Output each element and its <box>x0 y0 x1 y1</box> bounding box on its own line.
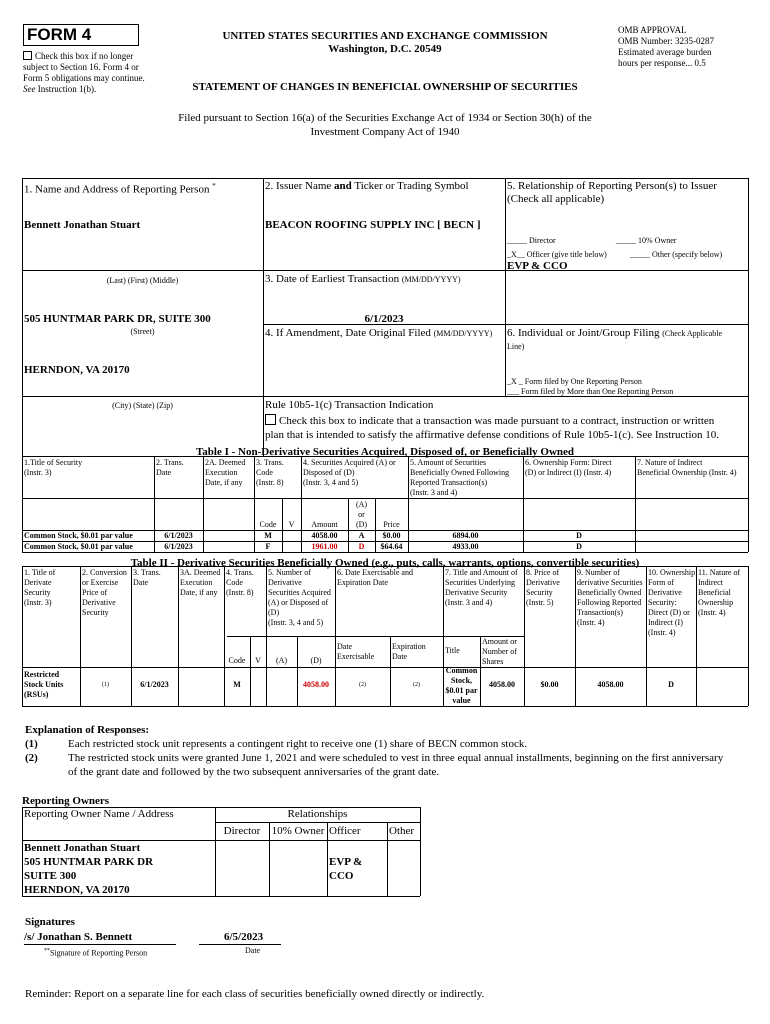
t2-sub-title: Title <box>445 646 460 655</box>
no-longer-subject-checkbox[interactable] <box>23 51 32 60</box>
reporting-person-street: 505 HUNTMAR PARK DR, SUITE 300 <box>24 313 211 325</box>
owner-officer-title: EVP & CCO <box>329 856 363 882</box>
table-row: Common Stock, $0.01 par value 6/1/2023 M 4058.00 A $0.00 6894.00 D <box>24 531 582 540</box>
col-relationships: Relationships <box>287 808 348 820</box>
form-title: FORM 4 <box>27 25 92 44</box>
col-owner-name: Reporting Owner Name / Address <box>24 808 174 820</box>
rule-10b5-text: Check this box to indicate that a transaction was made pursuant to a contract, instruction or written plan that is intended to satisfy the affirmative defense conditions of Rule 10b5-1(c). See Instruction 10. <box>265 415 720 441</box>
t1-sub-price: Price <box>383 520 400 529</box>
agency-line1: UNITED STATES SECURITIES AND EXCHANGE COMMISSION <box>222 30 548 42</box>
other-option: _____ Other (specify below) <box>630 250 723 259</box>
t2-h7: 7. Title and Amount of Securities Underlying Derivative Security (Instr. 3 and 4) <box>445 568 518 607</box>
t1-h2a: 2A. Deemed Execution Date, if any <box>205 458 246 487</box>
filing-option-one: _X _ Form filed by One Reporting Person <box>507 377 642 386</box>
filed-pursuant-line2: Investment Company Act of 1940 <box>310 126 460 138</box>
t2-h8: 8. Price of Derivative Security (Instr. 5) <box>526 568 560 607</box>
t2-sub-exp: Expiration Date <box>392 642 426 661</box>
no-longer-subject-checkbox-block: Check this box if no longer subject to Section 16. Form 4 or Form 5 obligations may continue. See Instruction 1(b). <box>23 51 145 94</box>
reporting-person-name: Bennett Jonathan Stuart <box>24 219 141 231</box>
street-caption: (Street) <box>130 327 155 336</box>
city-caption: (City) (State) (Zip) <box>112 401 173 410</box>
t2-h11: 11. Nature of Indirect Beneficial Ownership (Instr. 4) <box>698 568 741 617</box>
t2-sub-amt: Amount or Number of Shares <box>482 637 517 666</box>
issuer-name: BEACON ROOFING SUPPLY INC [ BECN ] <box>265 219 481 231</box>
date-caption: Date <box>245 946 261 955</box>
t2-h2: 2. Conversion or Exercise Price of Derivative Security <box>82 568 127 617</box>
box6-label: 6. Individual or Joint/Group Filing (Check Applicable Line) <box>507 327 722 351</box>
col-officer: Officer <box>329 825 361 837</box>
t2-sub-date-ex: Date Exercisable <box>337 642 375 661</box>
signatures-title: Signatures <box>25 916 75 928</box>
signature-caption: **Signature of Reporting Person <box>44 948 148 958</box>
t2-sub-v: V <box>255 656 261 665</box>
agency-line2: Washington, D.C. 20549 <box>328 43 442 55</box>
t2-h3a: 3A. Deemed Execution Date, if any <box>180 568 221 597</box>
t1-sub-aord: (A) or (D) <box>355 500 368 529</box>
t1-sub-v: V <box>288 520 295 529</box>
explanation-title: Explanation of Responses: <box>25 724 150 736</box>
table-row: Restricted Stock Units (RSUs) (1) 6/1/2023 M 4058.00 (2) (2) Common Stock, $0.01 par value 4058.00 $0.00 4058.00 D <box>24 666 674 705</box>
box5-label: 5. Relationship of Reporting Person(s) to Issuer (Check all applicable) <box>507 180 717 205</box>
director-option: _____ Director <box>507 236 556 245</box>
t1-sub-amount: Amount <box>311 520 338 529</box>
officer-title: EVP & CCO <box>507 260 568 272</box>
t1-h2: 2. Trans. Date <box>156 458 184 477</box>
name-caption: (Last) (First) (Middle) <box>106 276 179 285</box>
form-title-box <box>23 24 139 46</box>
col-ten-owner: 10% Owner <box>271 825 325 837</box>
t2-h10: 10. Ownership Form of Derivative Security: Direct (D) or Indirect (I) (Instr. 4) <box>648 568 696 637</box>
t2-h1: 1. Title of Derivate Security (Instr. 3) <box>24 568 56 607</box>
officer-option: _X__ Officer (give title below) <box>507 250 607 259</box>
t2-h6: 6. Date Exercisable and Expiration Date <box>337 568 413 587</box>
t2-sub-d: (D) <box>310 656 322 665</box>
signature-date: 6/5/2023 <box>224 931 264 943</box>
box4-label: 4. If Amendment, Date Original Filed (MM/DD/YYYY) <box>265 327 493 339</box>
box1-label: 1. Name and Address of Reporting Person * <box>24 182 216 196</box>
omb-approval: OMB APPROVAL OMB Number: 3235-0287 Estimated average burden hours per response... 0.5 <box>618 25 714 68</box>
col-director: Director <box>223 825 261 837</box>
rule-10b5-checkbox[interactable] <box>265 414 276 425</box>
signature-line <box>24 944 176 945</box>
signature-value: /s/ Jonathan S. Bennett <box>24 931 133 943</box>
filed-pursuant-line1: Filed pursuant to Section 16(a) of the Securities Exchange Act of 1934 or Section 30(h) of the <box>178 112 592 124</box>
ten-percent-owner-option: _____ 10% Owner <box>616 236 677 245</box>
box2-label: 2. Issuer Name and Ticker or Trading Symbol <box>265 180 469 192</box>
box3-label: 3. Date of Earliest Transaction (MM/DD/YYYY) <box>265 273 461 285</box>
t1-h5: 5. Amount of Securities Beneficially Owned Following Reported Transaction(s) (Instr. 3 and 4) <box>410 458 510 497</box>
t2-h3: 3. Trans. Date <box>133 568 161 587</box>
statement-title: STATEMENT OF CHANGES IN BENEFICIAL OWNERSHIP OF SECURITIES <box>192 81 578 93</box>
filing-option-more: ___ Form filed by More than One Reporting Person <box>507 387 674 396</box>
t1-h4: 4. Securities Acquired (A) or Disposed of (D) (Instr. 3, 4 and 5) <box>303 458 396 487</box>
t1-h6: 6. Ownership Form: Direct (D) or Indirect (I) (Instr. 4) <box>525 458 612 477</box>
t2-h4: 4. Trans. Code (Instr. 8) <box>226 568 254 597</box>
table1-title: Table I - Non-Derivative Securities Acquired, Disposed of, or Beneficially Owned <box>195 446 575 458</box>
t2-h9: 9. Number of derivative Securities Beneficially Owned Following Reported Transaction(s) (Instr. 4) <box>577 568 643 627</box>
t1-h7: 7. Nature of Indirect Beneficial Ownership (Instr. 4) <box>637 458 737 477</box>
table2-title: Table II - Derivative Securities Beneficially Owned (e.g., puts, calls, warrants, options, convertible securities) <box>130 557 640 569</box>
reminder-text: Reminder: Report on a separate line for each class of securities beneficially owned directly or indirectly. <box>25 988 485 1000</box>
reporting-owners-title: Reporting Owners <box>22 795 110 807</box>
col-other: Other <box>389 825 415 837</box>
table-row: Common Stock, $0.01 par value 6/1/2023 F 1961.00 D $64.64 4933.00 D <box>24 542 582 551</box>
t2-sub-code: Code <box>228 656 246 665</box>
t2-h5: 5. Number of Derivative Securities Acquired (A) or Disposed of (D) (Instr. 3, 4 and 5) <box>268 568 331 627</box>
t2-sub-a: (A) <box>275 656 288 665</box>
date-line <box>199 944 281 945</box>
reporting-person-city: HERNDON, VA 20170 <box>24 364 130 376</box>
earliest-transaction-date: 6/1/2023 <box>364 313 404 325</box>
owner-name-address: Bennett Jonathan Stuart 505 HUNTMAR PARK DR SUITE 300 HERNDON, VA 20170 <box>24 842 154 896</box>
rule-10b5-title: Rule 10b5-1(c) Transaction Indication <box>265 399 434 411</box>
t1-h1: 1.Title of Security (Instr. 3) <box>24 458 83 477</box>
t1-sub-code: Code <box>259 520 277 529</box>
t1-h3: 3. Trans. Code (Instr. 8) <box>256 458 284 487</box>
